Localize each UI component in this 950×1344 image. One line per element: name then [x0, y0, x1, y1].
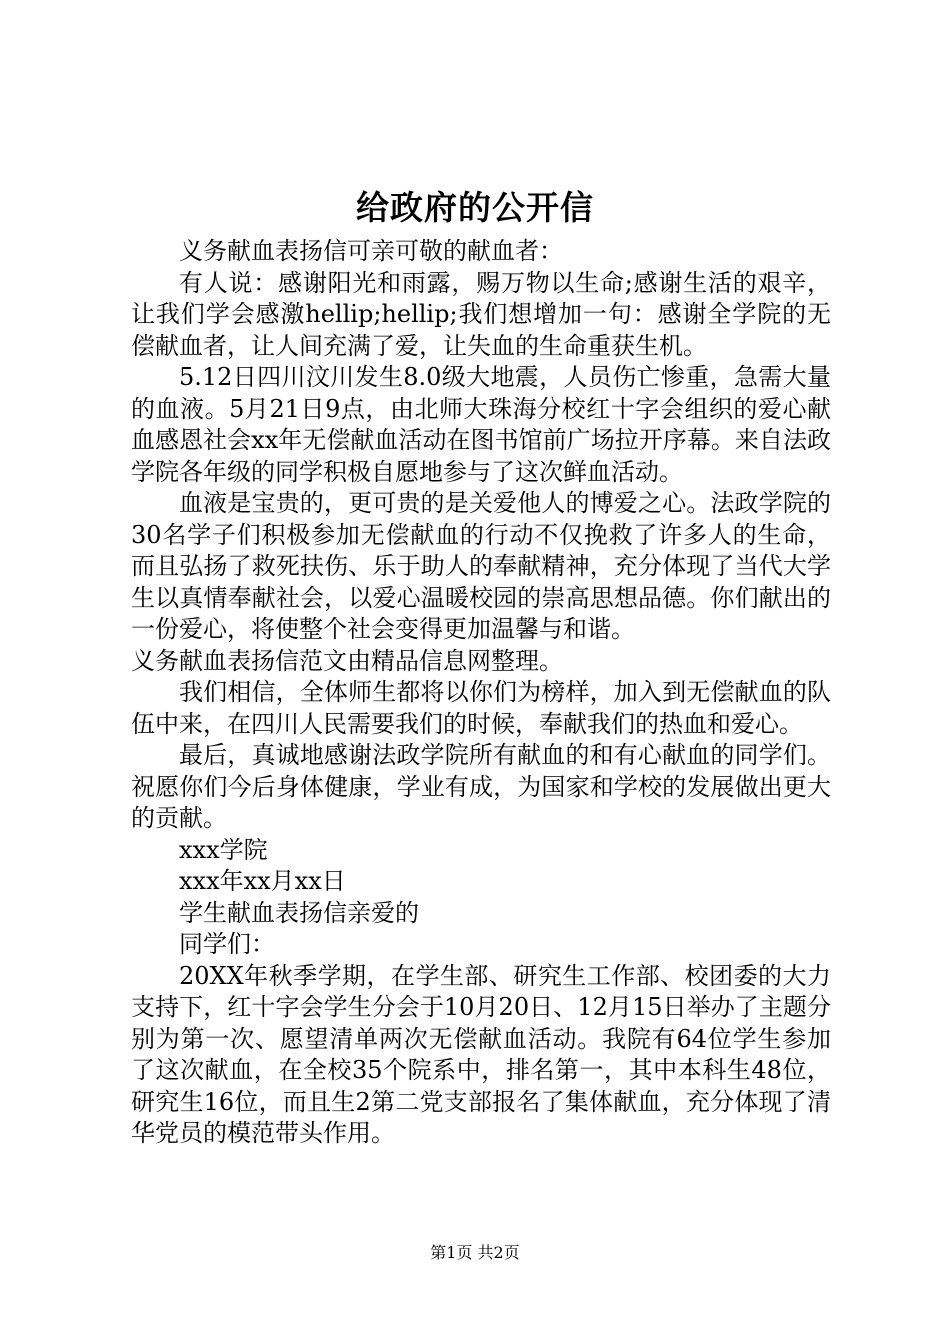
body-paragraph: 我们相信，全体师生都将以你们为榜样，加入到无偿献血的队伍中来，在四川人民需要我们的时候，奉献我们的热血和爱心。: [131, 678, 831, 738]
document-body: [131, 236, 831, 1150]
salutation: 义务献血表扬信可亲可敬的献血者：: [179, 237, 563, 265]
second-letter-salutation: 同学们：: [179, 930, 275, 958]
source-note: 义务献血表扬信范文由精品信息网整理。: [131, 646, 563, 675]
body-paragraph: 血液是宝贵的，更可贵的是关爱他人的博爱之心。法政学院的30名学子们积极参加无偿献血的行动不仅挽救了许多人的生命，而且弘扬了救死扶伤、乐于助人的奉献精神，充分体现了当代大学生以真情奉献社会，以爱心温暖校园的崇高思想品德。你们献出的一份爱心，将使整个社会变得更加温馨与和谐。: [131, 489, 831, 643]
signature-org: xxx学院: [179, 835, 268, 864]
body-paragraph: 最后，真诚地感谢法政学院所有献血的和有心献血的同学们。祝愿你们今后身体健康，学业有成，为国家和学校的发展做出更大的贡献。: [131, 741, 831, 832]
body-paragraph: 20XX年秋季学期，在学生部、研究生工作部、校团委的大力支持下，红十字会学生分会于10月20日、12月15日举办了主题分别为第一次、愿望清单两次无偿献血活动。我院有64位学生参加了这次献血，在全校35个院系中，排名第一，其中本科生48位，研究生16位，而且生2第二党支部报名了集体献血，充分体现了清华党员的模范带头作用。: [131, 961, 831, 1147]
document-title: 给政府的公开信: [356, 188, 594, 227]
body-paragraph: 5.12日四川汶川发生8.0级大地震，人员伤亡惨重，急需大量的血液。5月21日9点，由北师大珠海分校红十字会组织的爱心献血感恩社会xx年无偿献血活动在图书馆前广场拉开序幕。来自法政学院各年级的同学积极自愿地参与了这次鲜血活动。: [131, 363, 831, 486]
page-footer: 第1页 共2页: [430, 1243, 520, 1262]
second-letter-heading: 学生献血表扬信亲爱的: [179, 898, 419, 927]
body-paragraph: 有人说：感谢阳光和雨露，赐万物以生命;感谢生活的艰辛，让我们学会感激hellip;hellip;我们想增加一句：感谢全学院的无偿献血者，让人间充满了爱，让失血的生命重获生机。: [131, 268, 831, 360]
signature-date: xxx年xx月xx日: [179, 867, 346, 895]
